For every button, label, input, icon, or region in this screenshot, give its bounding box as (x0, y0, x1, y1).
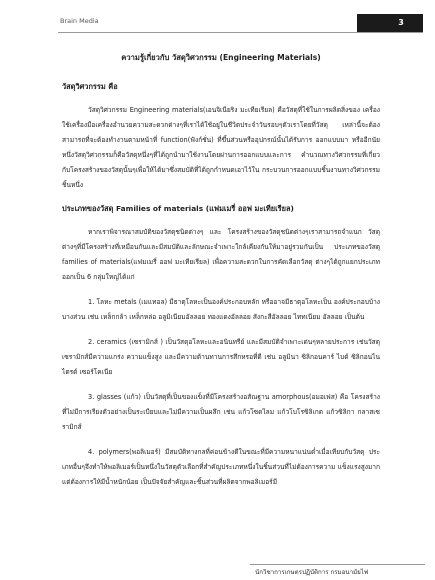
paragraph-definition: วัสดุวิศวกรรม Engineering materials(เอนจิเนียริง มะเทียเรียล) คือวัสดุที่ใช้ในการผลิตสิ่งของ เครื่องใช้เครื่องมือเครื่องอำนวยความสะดวกต่างๆที่เราได้ใช้อยู่ในชีวิตประจำวันรอบๆตัวเราโดยที่วัสดุ เหล่านี้จะต้องสามารถที่จะต้องทำงานตามหน้าที่ function(ฟังก์ชั่น) ที่ขึ้นส่วนหรืออุปกรณ์นั้นได้รับการ ออกแบบมา หรืออีกนัยหนึ่งวัสดุวิศวกรรมก็คือวัสดุหนึ่งๆที่ได้ถูกนำมาใช้งานโดยผ่านการออกแบบและการ คำนวณทางวิศวกรรมที่เกี่ยวกับโครงสร้างของวัสดุนั้นๆเพื่อให้ได้มาซึ่งสมบัติที่ได้ถูกกำหนดเอาไว้ใน กระบวนการออกแบบชิ้นงานทางวิศวกรรมชิ้นหนึ่ง (62, 106, 380, 189)
section-heading-definition: วัสดุวิศวกรรม คือ (62, 82, 118, 91)
list-item-metals: 1. โลหะ metals (เมแทอล) มีธาตุโลหะเป็นองค์ประกอบหลัก หรืออาจมีธาตุอโลหะเป็น องค์ประกอบบ้างบางส่วน เช่น เหล็กกล้า เหล็กหล่อ อลูมิเนียมอัลลอย ทองแดงอัลลอย สังกะสีอัลลอย ไททเนียม อัลลอย เป็นต้น (62, 298, 380, 321)
paragraph-families-intro: หากเราพิจารณาสมบัติของวัสดุชนิดต่างๆ และ โครงสร้างของวัสดุชนิดต่างๆเราสามารถจำแนก วัสดุต่างๆที่มีโครงสร้างที่เหมือนกันและมีสมบัติและลักษณะจำเพาะใกล้เคียงกันให้มาอยู่รวมกันเป็น ประเภทของวัสดุ families of materials(แฟมเมรี่ ออฟ มะเทียเรียล) เพื่อความสะดวกในการคัดเลือกวัสดุ ต่างๆได้ถูกแยกประเภทออกเป็น 6 กลุ่มใหญ่ได้แก่ (62, 228, 380, 281)
list-item-glasses: 3. glasses (แก้ว) เป็นวัสดุที่เป็นของแข็งที่มีโครงสร้างอสัณฐาน amorphous(อมอเฟส) คือ โครงสร้างที่ไม่มีการเรียงตัวอย่างเป็นระเบียบและไม่มีความเป็นผลึก เช่น แก้วโซดไลม แก้วโบโรซิลิเกต แก้วซิลิกา กลาสเซรามิกส์ (62, 393, 380, 431)
document-body (62, 52, 380, 500)
footer-author: นักวิชาการเกษตรปฏิบัติการ กรมอนามัยไฟ (255, 569, 369, 576)
section-heading-families: ประเภทของวัสดุ Families of materials (แฟมเมรี่ ออฟ มะเทียเรียล) (62, 204, 294, 213)
list-item-ceramics: 2. ceramics (เซรามิกส์ ) เป็นวัสดุอโลหะและอนินทรีย์ และมีสมบัติจำเพาะเด่นๆหลายประการ เช่นวัสดุเซรามิกส์มีความแกร่ง ความแข็งสูง และมีความต้านทานการสึกหรอที่ดี เช่น อลูมินา ซิลิกอนคาร์ ไบด์ ซิลิกอนไนไตรด์ เซอร์โคเนีย (62, 338, 380, 376)
page-number-badge: 3 (357, 14, 423, 32)
document-title: ความรู้เกี่ยวกับ วัสดุวิศวกรรม (Engineering Materials) (121, 53, 321, 62)
header-brand: Brain Media (60, 17, 99, 25)
list-item-polymers: 4. polymers(พอลิเมอร์) มีสมบัติทางกลที่ค่อนข้างดีในขณะที่มีความหนาแน่นต่ำเมื่อเทียบกับวัสดุ ประเภทอื่นๆจึงทำให้พอลิเมอร์เป็นหนึ่งในวัสดุตัวเลือกที่สำคัญประเภทหนึ่งในชิ้นส่วนที่ไม่ต้องการความ แข็งแรงสูงมากแต่ต้องการให้มีน้ำหนักน้อย เป็นปัจจัยสำคัญและชิ้นส่วนที่ผลิตจากพอลิเมอร์มี (62, 448, 380, 486)
header-divider (58, 32, 423, 33)
footer-divider (250, 564, 425, 565)
